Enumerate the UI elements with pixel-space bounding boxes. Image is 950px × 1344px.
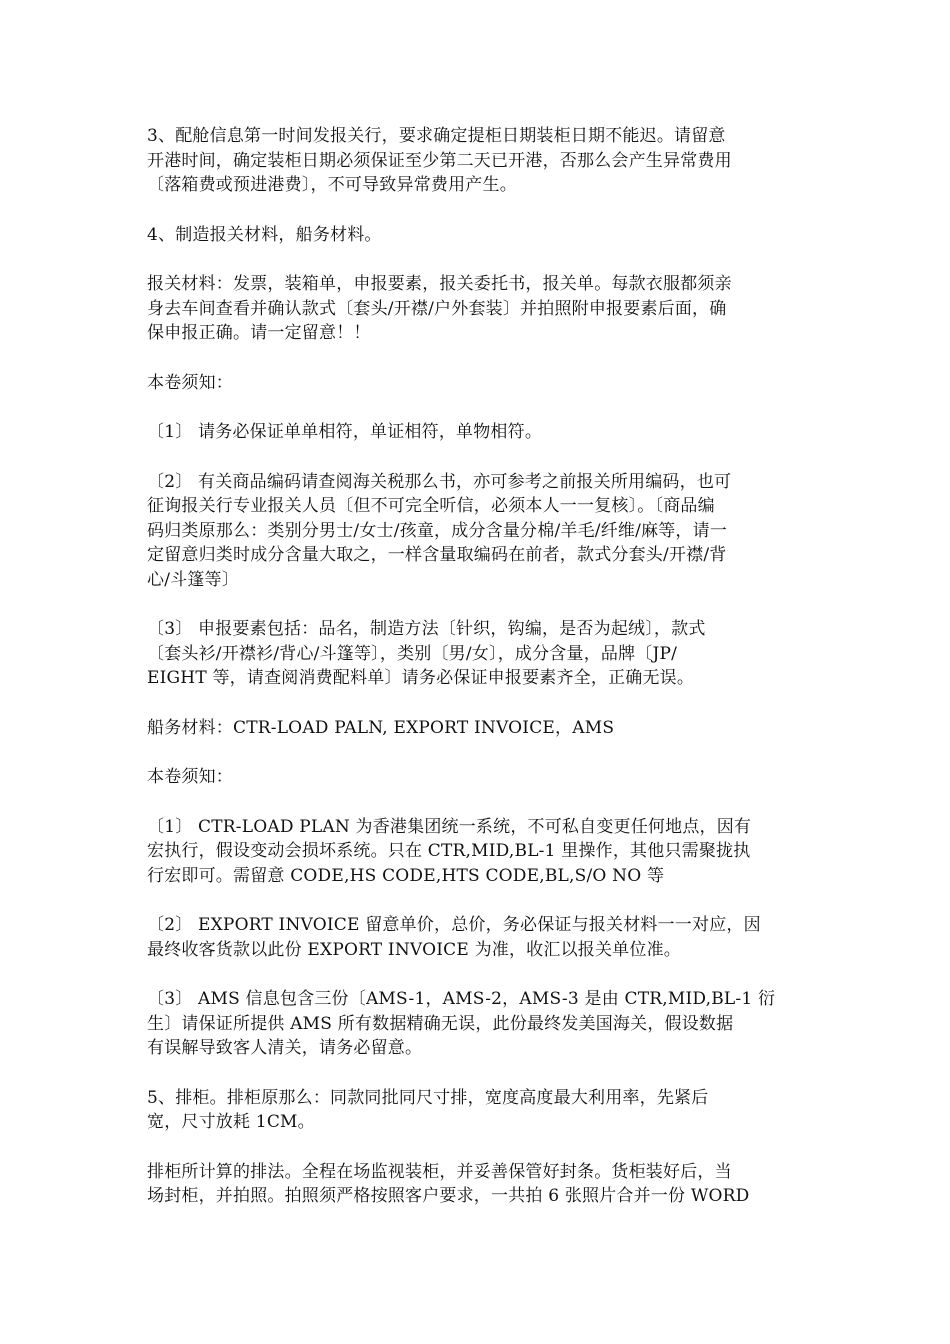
text-line: 〔3〕 申报要素包括：品名，制造方法〔针织，钩编，是否为起绒〕，款式 xyxy=(147,619,706,639)
paragraph-step-3 xyxy=(147,124,807,198)
text-line: 场封柜，并拍照。拍照须严格按照客户要求，一共拍 6 张照片合并一份 WORD xyxy=(147,1186,750,1206)
text-line: 〔套头衫/开襟衫/背心/斗篷等〕，类别〔男/女〕，成分含量，品牌〔JP/ xyxy=(147,643,678,664)
text-line: 宽，尺寸放耗 1CM。 xyxy=(147,1112,315,1132)
paragraph-notice-heading xyxy=(147,371,807,396)
text-line: 〔2〕 有关商品编码请查阅海关税那么书，亦可参考之前报关所用编码，也可 xyxy=(147,471,732,492)
paragraph-shipping-note-3 xyxy=(147,987,807,1061)
text-line: 有误解导致客人清关，请务必留意。 xyxy=(147,1038,423,1058)
text-line: 报关材料：发票，装箱单，申报要素，报关委托书，报关单。每款衣服都须亲 xyxy=(147,274,732,294)
text-line: 定留意归类时成分含量大取之，一样含量取编码在前者，款式分套头/开襟/背 xyxy=(147,545,727,565)
text-line: 心/斗篷等〕 xyxy=(147,569,239,590)
text-line: 身去车间查看并确认款式〔套头/开襟/户外套装〕并拍照附申报要素后面，确 xyxy=(147,298,727,319)
text-line: 〔落箱费或预进港费〕，不可导致异常费用产生。 xyxy=(147,175,517,195)
text-line: 〔1〕 请务必保证单单相符，单证相符，单物相符。 xyxy=(147,422,543,442)
text-line: 征询报关行专业报关人员〔但不可完全听信，必须本人一一复核〕。〔商品编 xyxy=(147,496,715,516)
text-line: 保申报正确。请一定留意！！ xyxy=(147,323,371,343)
text-line: 本卷须知： xyxy=(147,767,233,787)
text-line: 开港时间，确定装柜日期必须保证至少第二天已开港，否那么会产生异常费用 xyxy=(147,150,732,171)
paragraph-loading-supervision xyxy=(147,1160,807,1209)
paragraph-customs-note-2 xyxy=(147,470,807,593)
text-line: 码归类原那么：类别分男士/女士/孩童，成分含量分棉/羊毛/纤维/麻等，请一 xyxy=(147,520,728,541)
text-line: 5、排柜。排柜原那么：同款同批同尺寸排，宽度高度最大利用率，先紧后 xyxy=(147,1087,709,1108)
paragraph-notice-heading xyxy=(147,765,807,790)
text-line: 3、配舱信息第一时间发报关行，要求确定提柜日期装柜日期不能迟。请留意 xyxy=(147,126,726,146)
paragraph-shipping-note-1 xyxy=(147,815,807,889)
text-line: 排柜所计算的排法。全程在场监视装柜，并妥善保管好封条。货柜装好后，当 xyxy=(147,1161,732,1182)
text-line: 4、制造报关材料，船务材料。 xyxy=(147,224,382,245)
text-line: EIGHT 等，请查阅消费配料单〕请务必保证申报要素齐全，正确无误。 xyxy=(147,668,695,688)
text-line: 行宏即可。需留意 CODE,HS CODE,HTS CODE,BL,S/O NO 等 xyxy=(147,865,665,886)
paragraph-step-5 xyxy=(147,1086,807,1135)
paragraph-step-4 xyxy=(147,223,807,248)
text-line: 生〕请保证所提供 AMS 所有数据精确无误，此份最终发美国海关，假设数据 xyxy=(147,1013,734,1034)
paragraph-customs-note-1 xyxy=(147,420,807,445)
text-line: 〔2〕 EXPORT INVOICE 留意单价，总价，务必保证与报关材料一一对应，因 xyxy=(147,915,761,935)
text-line: 〔3〕 AMS 信息包含三份〔AMS-1，AMS-2，AMS-3 是由 CTR,MID,BL-1 衍 xyxy=(147,989,776,1009)
text-line: 本卷须知： xyxy=(147,372,233,393)
text-line: 〔1〕 CTR-LOAD PLAN 为香港集团统一系统，不可私自变更任何地点，因有 xyxy=(147,816,752,837)
paragraph-shipping-materials xyxy=(147,716,807,741)
paragraph-shipping-note-2 xyxy=(147,913,807,962)
text-line: 宏执行，假设变动会损坏系统。只在 CTR,MID,BL-1 里操作，其他只需聚拢执 xyxy=(147,841,751,861)
text-line: 最终收客货款以此份 EXPORT INVOICE 为准，收汇以报关单位准。 xyxy=(147,939,681,960)
paragraph-customs-materials xyxy=(147,272,807,346)
text-line: 船务材料：CTR-LOAD PALN, EXPORT INVOICE，AMS xyxy=(147,717,615,738)
paragraph-customs-note-3 xyxy=(147,617,807,691)
document-body xyxy=(147,124,807,1234)
